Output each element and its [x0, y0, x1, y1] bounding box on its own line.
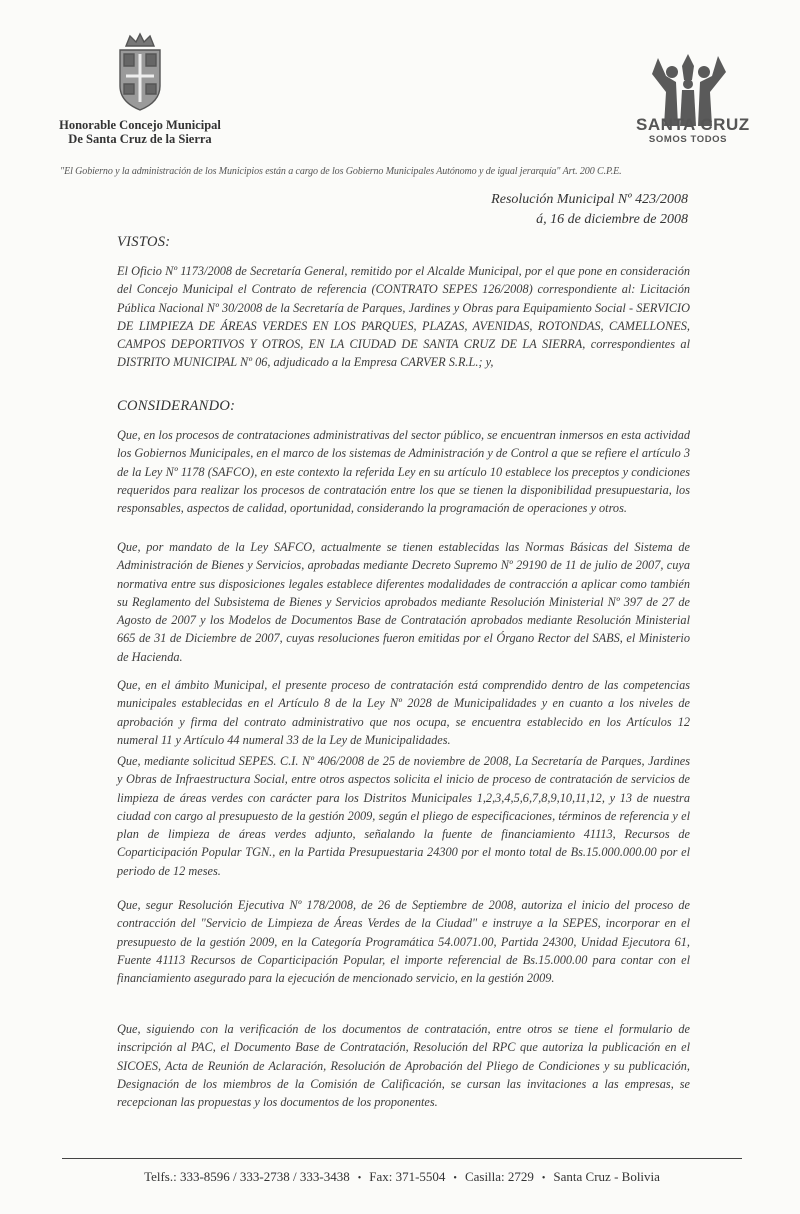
resolution-date: á, 16 de diciembre de 2008: [536, 212, 688, 227]
paragraph-considerando-6: Que, siguiendo con la verificación de los documentos de contratación, entre otros se tiene el formulario de inscripción al PAC, el Documento Base de Contratación, Resolución del RPC que autoriza la publicación en el SICOES, Acta de Reunión de Aclaración, Resolución de Aprobación del Pliego de Condiciones y su publicación, Designación de los miembros de la Comisión de Calificación, se cursan las invitaciones a las empresas, se recepcionan las propuestas y los documentos de los proponentes.: [117, 1022, 690, 1110]
section-vistos: VISTOS:: [117, 234, 171, 250]
coat-of-arms-icon: [112, 32, 168, 112]
paragraph-considerando-4: Que, mediante solicitud SEPES. C.I. Nº 406/2008 de 25 de noviembre de 2008, La Secretaría de Parques, Jardines y Obras de Infraestructura Social, entre otros aspectos solicita el inicio de proceso de contratación de servicios de limpieza de áreas verdes con carácter para los Distritos Municipales 1,2,3,4,5,6,7,8,9,10,11,12, y 13 de nuestra ciudad con cargo al presupuesto de la gestión 2009, según el pliego de especificaciones, términos de referencia y el plan de limpieza de áreas verdes adjunto, señalando la fuente de financiamiento 41113, Recursos de Coparticipación Popular TGN., en la Partida Presupuestaria 24300 por el monto total de Bs.15.000.000.00 por el periodo de 12 meses.: [117, 754, 690, 878]
footer-separator: •: [357, 1173, 362, 1184]
council-name-line2: De Santa Cruz de la Sierra: [68, 132, 212, 146]
footer-separator: •: [541, 1173, 546, 1184]
footer-contact: [62, 1169, 742, 1185]
footer-city: Santa Cruz - Bolivia: [553, 1169, 660, 1184]
footer-divider: [62, 1158, 742, 1159]
council-name: [40, 118, 240, 146]
resolution-heading: [491, 190, 688, 230]
footer-phones: Telfs.: 333-8596 / 333-2738 / 333-3438: [144, 1169, 350, 1184]
paragraph-vistos: El Oficio Nº 1173/2008 de Secretaría General, remitido por el Alcalde Municipal, por el que pone en consideración del Concejo Municipal el Contrato de referencia (CONTRATO SEPES 126/2008) correspondiente al: Licitación Pública Nacional Nº 30/2008 de la Secretaría de Parques, Jardines y Obras para Equipamiento Social - SERVICIO DE LIMPIEZA DE ÁREAS VERDES EN LOS PARQUES, PLAZAS, AVENIDAS, ROTONDAS, CAMELLONES, CAMPOS DEPORTIVOS Y OTROS, EN LA CIUDAD DE SANTA CRUZ DE LA SIERRA, correspondientes al DISTRITO MUNICIPAL Nº 06, adjudicado a la Empresa CARVER S.R.L.; y,: [117, 264, 690, 370]
council-name-line1: Honorable Concejo Municipal: [59, 118, 221, 132]
constitution-quote: "El Gobierno y la administración de los Municipios están a cargo de los Gobierno Municipales Autónomo y de igual jerarquía" Art. 200 C.P.E.: [60, 166, 622, 177]
footer-casilla: Casilla: 2729: [464, 1169, 534, 1184]
resolution-number: Resolución Municipal Nº 423/2008: [491, 192, 688, 207]
paragraph-considerando-2: Que, por mandato de la Ley SAFCO, actualmente se tienen establecidas las Normas Básicas del Sistema de Administración de Bienes y Servicios, aprobadas mediante Decreto Supremo Nº 29190 de 11 de julio de 2007, cuya normativa entre sus disposiciones legales establece diferentes modalidades de contracción a aplicar como también su Reglamento del Subsistema de Bienes y Servicios aprobados mediante Resolución Ministerial Nº 397 de 27 de Agosto de 2007 y los Modelos de Documentos Base de Contratación aprobados mediante Resolución Ministerial 665 de 31 de Diciembre de 2007, cuyas resoluciones fueron emitidas por el Órgano Rector del SABS, el Ministerio de Hacienda.: [117, 540, 690, 664]
brand-tagline: SOMOS TODOS: [648, 134, 728, 145]
footer-separator: •: [453, 1173, 457, 1184]
footer-fax: Fax: 371-5504: [369, 1169, 446, 1184]
brand-name: SANTA CRUZ: [636, 115, 750, 134]
brand-block: [636, 115, 750, 145]
paragraph-considerando-3: Que, en el ámbito Municipal, el presente proceso de contratación está comprendido dentro de las competencias municipales establecidas en el Artículo 8 de la Ley Nº 2028 de Municipalidades y en cuanto a los niveles de aprobación y firma del contrato administrativo que nos ocupa, se encuentra establecido en los Artículos 12 numeral 11 y Artículo 44 numeral 33 de la Ley de Municipalidades.: [117, 678, 690, 747]
paragraph-considerando-5: Que, segur Resolución Ejecutiva Nº 178/2008, de 26 de Septiembre de 2008, autoriza el inicio del proceso de contracción del "Servicio de Limpieza de Áreas Verdes de la Ciudad" e instruye a la SEPES, incorporar en el presupuesto de la gestión 2009, en la Categoría Programática 54.0071.00, Partida 24300, Unidad Ejecutora 61, Fuente 41113 Recursos de Coparticipación Popular, el importe referencial de Bs.15.000.00 para contar con el financiamiento asegurado para la ejecución de mencionado servicio, en la gestión 2009.: [117, 898, 690, 986]
paragraph-considerando-1: Que, en los procesos de contrataciones administrativas del sector público, se encuentran inmersos en esta actividad los Gobiernos Municipales, en el marco de los sistemas de Administración y de Control a que se refiere el artículo 3 de la Ley Nº 1178 (SAFCO), en este contexto la referida Ley en su artículo 10 establece los preceptos y condiciones requeridos para realizar los procesos de contratación entre los que se tienen la disponibilidad presupuestaria, los responsables, aspectos de calidad, oportunidad, considerando la programación de operaciones y otros.: [117, 428, 690, 516]
section-considerando: CONSIDERANDO:: [117, 398, 236, 414]
